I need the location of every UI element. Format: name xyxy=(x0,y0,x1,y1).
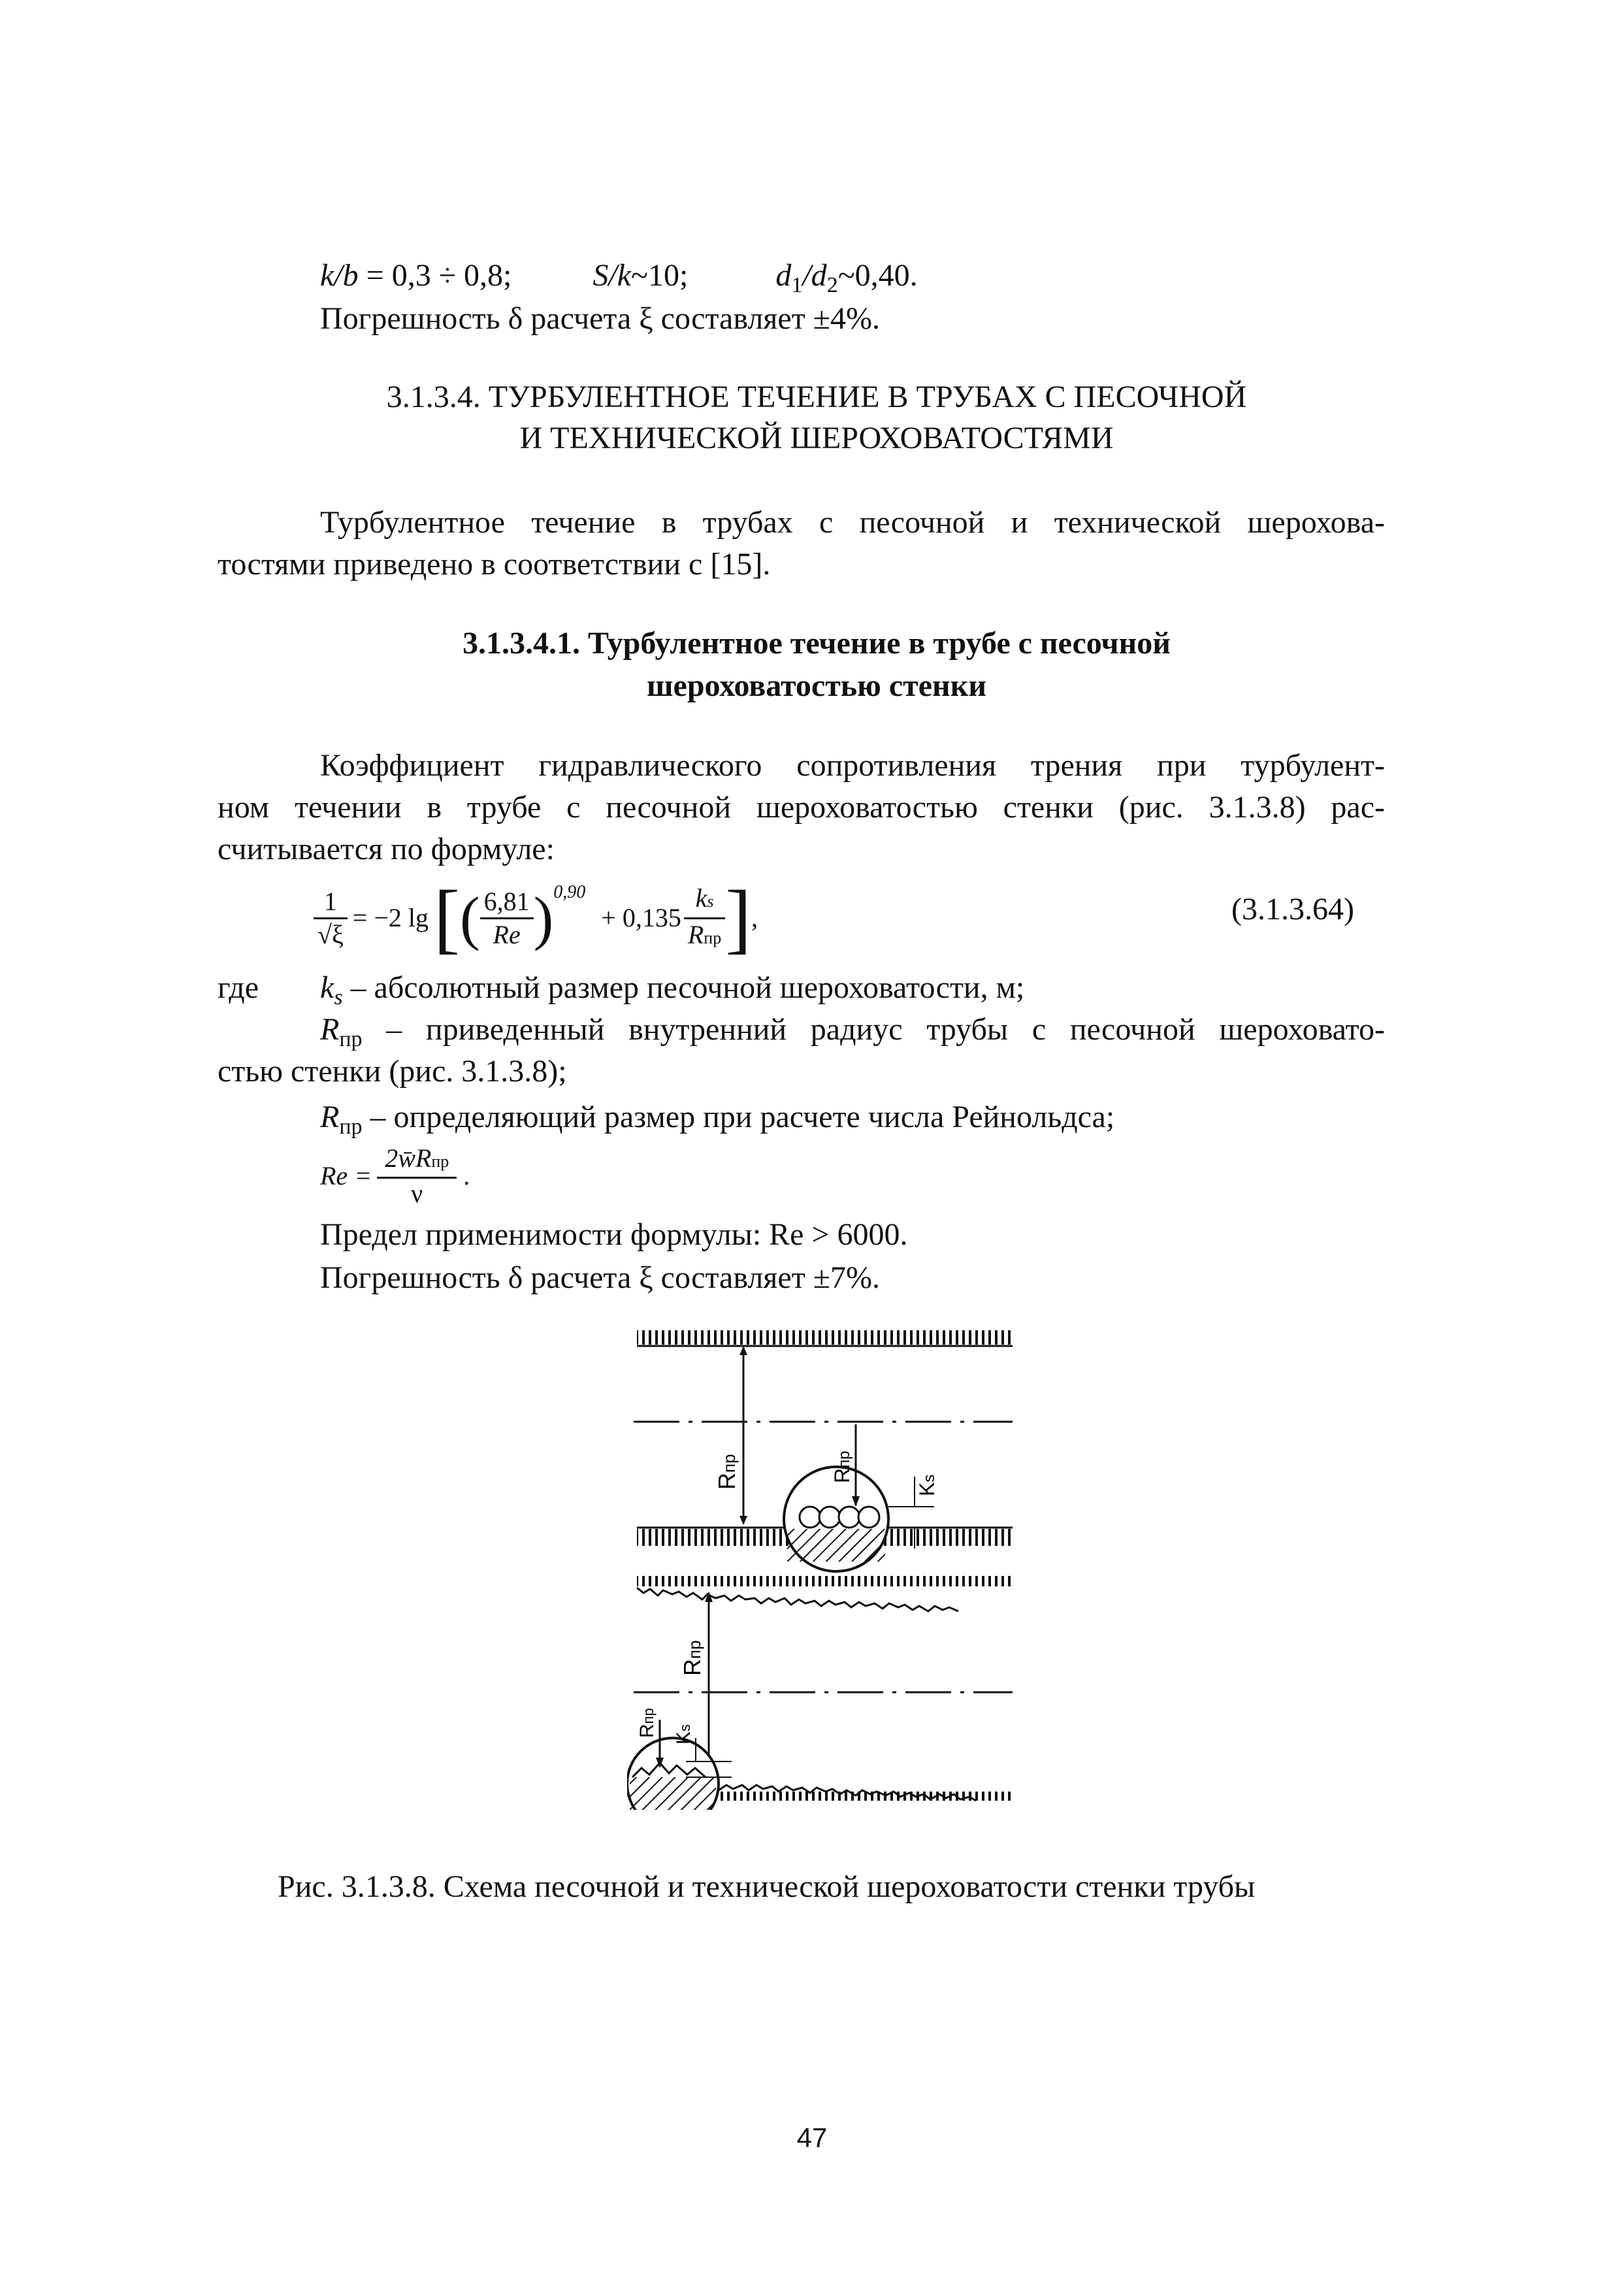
ks-symbol: k xyxy=(320,970,334,1005)
left-bracket: [ xyxy=(434,874,460,961)
ks-num: k xyxy=(695,883,707,913)
ratio-kb-value: = 0,3 ÷ 0,8; xyxy=(358,258,512,293)
ks-den-sub: пр xyxy=(704,928,722,947)
re-dot: . xyxy=(463,1161,470,1190)
para-line2: ном течении в трубе с песочной шероховатостью стенки (рис. 3.1.3.8) рас- xyxy=(218,790,1385,825)
re-denominator: ν xyxy=(411,1179,423,1208)
intro-line2: тостями приведено в соответствии с [15]. xyxy=(218,547,771,582)
lower-pipe-bottom-wall xyxy=(719,1785,1013,1801)
r2-description: – определяющий размер при расчете числа Рейнольдса; xyxy=(362,1100,1115,1134)
r2-subscript: пр xyxy=(339,1115,363,1139)
r1-description: – приведенный внутренний радиус трубы с песочной шероховато- xyxy=(362,1012,1385,1047)
d2-symbol: /d xyxy=(802,258,827,293)
magnifier-rpr-label: Rпр xyxy=(830,1450,854,1483)
lhs-denominator: √ξ xyxy=(317,919,344,949)
formula-lhs xyxy=(314,886,348,951)
d1-symbol: d xyxy=(775,258,792,293)
ratio-sk-value: ~10; xyxy=(631,258,689,293)
formula-equals: = −2 lg xyxy=(352,903,429,932)
pipe-roughness-diagram xyxy=(627,1320,1032,1810)
formula-plus-term: + 0,135 xyxy=(601,903,681,932)
right-bracket: ] xyxy=(725,874,752,961)
inner-fraction xyxy=(480,886,534,951)
lhs-numerator: 1 xyxy=(314,886,348,919)
subsection-title-line2: шероховатостью стенки xyxy=(646,668,987,703)
ratio-sk: S/k xyxy=(593,258,632,293)
lower-rpr-label: Rпр xyxy=(679,1640,706,1676)
r2-symbol: R xyxy=(320,1100,340,1134)
inner-denominator: Re xyxy=(493,919,521,949)
ks-subscript: s xyxy=(334,985,343,1009)
ratio-kb: k/b xyxy=(320,258,359,293)
r1-symbol: R xyxy=(320,1012,340,1047)
re-lhs: Re = xyxy=(320,1161,372,1190)
page-number: 47 xyxy=(796,2122,828,2153)
upper-ks-label: Ks xyxy=(915,1474,939,1496)
figure-caption: Рис. 3.1.3.8. Схема песочной и технической шероховатости стенки трубы xyxy=(278,1869,1256,1904)
parameters-line xyxy=(320,256,918,305)
para-line3: считывается по формуле: xyxy=(218,832,555,866)
formula-comma: , xyxy=(751,903,758,932)
re-numerator: 2w̄R xyxy=(385,1143,432,1173)
right-paren: ) xyxy=(533,885,554,951)
inner-numerator: 6,81 xyxy=(480,886,534,919)
formula-3-1-3-64 xyxy=(314,869,758,967)
where-r1-line2: стью стенки (рис. 3.1.3.8); xyxy=(218,1054,567,1089)
ks-description: – абсолютный размер песочной шероховатости, м; xyxy=(342,970,1025,1005)
upper-pipe-top-wall xyxy=(637,1330,1013,1346)
d-ratio-value: ~0,40. xyxy=(837,258,918,293)
left-paren: ( xyxy=(460,885,480,951)
where-label: где xyxy=(218,970,259,1005)
formula-number: (3.1.3.64) xyxy=(1231,892,1354,926)
formula-exponent: 0,90 xyxy=(553,882,586,902)
re-fraction xyxy=(377,1143,457,1209)
lower-ks-label: Ks xyxy=(673,1724,694,1745)
r1-subscript: пр xyxy=(339,1027,363,1051)
section-title-line1: 3.1.3.4. ТУРБУЛЕНТНОЕ ТЕЧЕНИЕ В ТРУБАХ С ПЕСОЧНОЙ xyxy=(386,380,1247,414)
ks-fraction xyxy=(684,883,725,954)
section-title-line2: И ТЕХНИЧЕСКОЙ ШЕРОХОВАТОСТЯМИ xyxy=(519,421,1114,455)
upper-magnifier xyxy=(784,1424,888,1571)
where-r2 xyxy=(320,1098,1114,1147)
error-line-4: Погрешность δ расчета ξ составляет ±4%. xyxy=(320,301,880,336)
error-line-7: Погрешность δ расчета ξ составляет ±7%. xyxy=(320,1260,880,1295)
ks-num-sub: s xyxy=(707,891,714,911)
upper-rpr-label: Rпр xyxy=(713,1454,740,1490)
para-line1: Коэффициент гидравлического сопротивления трения при турбулент- xyxy=(320,748,1385,783)
lower-magnifier xyxy=(627,1708,719,1810)
d2-subscript: 2 xyxy=(826,273,838,297)
lower-pipe-top-wall xyxy=(637,1576,1013,1611)
intro-line1: Турбулентное течение в трубах с песочной и технической шерохова- xyxy=(320,505,1385,540)
subsection-title-line1: 3.1.3.4.1. Турбулентное течение в трубе с песочной xyxy=(463,626,1171,661)
ks-den: R xyxy=(687,919,704,949)
re-numerator-sub: пр xyxy=(431,1152,449,1171)
reynolds-formula xyxy=(320,1143,470,1209)
d1-subscript: 1 xyxy=(791,273,803,297)
lower-magnifier-rpr-label: Rпр xyxy=(636,1708,658,1738)
limit-line: Предел применимости формулы: Re > 6000. xyxy=(320,1217,908,1252)
